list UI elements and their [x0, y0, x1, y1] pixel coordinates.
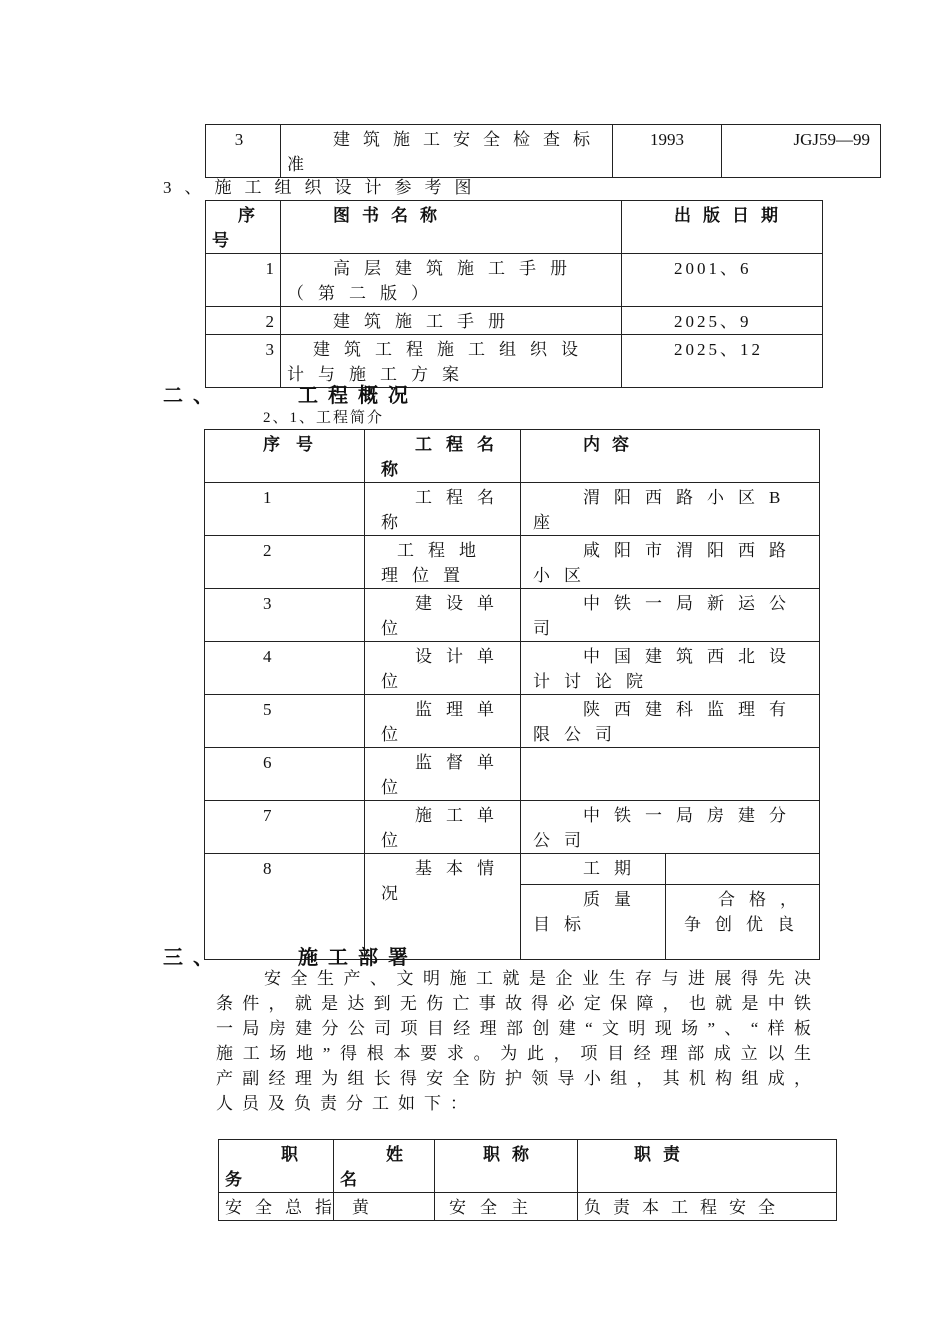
header-name: 姓名	[334, 1140, 435, 1193]
table-header-row	[205, 430, 820, 483]
header-title: 职称	[435, 1140, 578, 1193]
header-post: 职务	[219, 1140, 334, 1193]
cell-item: 工程地理位置	[365, 536, 521, 589]
chapter-2-number: 二、	[163, 385, 223, 407]
chapter-2-title: 工程概况	[298, 385, 418, 407]
cell-item: 施工单位	[365, 801, 521, 854]
cell-content: 中国建筑西北设计讨论院	[521, 642, 820, 695]
section-3-heading: 3、施工组织设计参考图	[163, 178, 485, 197]
header-duty: 职责	[578, 1140, 837, 1193]
cell-name: 建筑施工手册	[281, 307, 622, 335]
cell-content: 陕西建科监理有限公司	[521, 695, 820, 748]
header-item: 工程名称	[365, 430, 521, 483]
cell-item: 监理单位	[365, 695, 521, 748]
cell-title: 安全主	[435, 1193, 578, 1221]
cell-content: 咸阳市渭阳西路小区	[521, 536, 820, 589]
table-header-row	[219, 1140, 837, 1193]
header-date: 出版日期	[622, 201, 823, 254]
table-row	[205, 536, 820, 589]
cell-no: 8	[205, 854, 365, 960]
cell-date: 2025、9	[622, 307, 823, 335]
table-row	[205, 642, 820, 695]
cell-content: 中铁一局新运公司	[521, 589, 820, 642]
header-content: 内容	[521, 430, 820, 483]
cell-no: 3	[205, 589, 365, 642]
cell-no: 2	[206, 307, 281, 335]
cell-year: 1993	[613, 125, 722, 178]
table-row	[205, 695, 820, 748]
cell-no: 5	[205, 695, 365, 748]
cell-date: 2001、6	[622, 254, 823, 307]
table-row	[206, 254, 823, 307]
cell-name: 建筑施工安全检查标准	[281, 125, 613, 178]
cell-content: 渭阳西路小区B座	[521, 483, 820, 536]
table-row	[206, 125, 881, 178]
table-row	[205, 801, 820, 854]
table-row	[205, 854, 820, 885]
cell-sub-value	[666, 854, 820, 885]
chapter-2-subheading: 2、1、工程简介	[263, 410, 385, 426]
cell-sub-label: 工期	[521, 854, 666, 885]
header-no: 序号	[205, 430, 365, 483]
cell-item: 监督单位	[365, 748, 521, 801]
header-no: 序号	[206, 201, 281, 254]
table-header-row	[206, 201, 823, 254]
project-overview-table	[204, 429, 820, 960]
cell-post: 安全总指	[219, 1193, 334, 1221]
cell-item: 建设单位	[365, 589, 521, 642]
table-row	[205, 483, 820, 536]
table-row	[205, 589, 820, 642]
cell-no: 3	[206, 335, 281, 388]
standards-table	[205, 124, 881, 178]
cell-no: 3	[206, 125, 281, 178]
reference-books-table	[205, 200, 823, 388]
cell-name: 黄	[334, 1193, 435, 1221]
table-row	[206, 307, 823, 335]
safety-team-table	[218, 1139, 837, 1221]
cell-sub-value: 合格，争创优良	[666, 885, 820, 960]
deployment-paragraph: 安全生产、文明施工就是企业生存与进展得先决条件，就是达到无伤亡事故得必定保障，也就是中铁一局房建分公司项目经理部创建“文明现场”、“样板施工场地”得根本要求。为此，项目经理部成立以生产副经理为组长得安全防护领导小组，其机构组成，人员及负责分工如下：	[216, 969, 820, 1113]
cell-no: 7	[205, 801, 365, 854]
cell-no: 1	[206, 254, 281, 307]
header-name: 图书名称	[281, 201, 622, 254]
cell-no: 4	[205, 642, 365, 695]
chapter-3-title: 施工部署	[298, 947, 418, 969]
cell-item: 基本情况	[365, 854, 521, 960]
cell-sub-label: 质量目标	[521, 885, 666, 960]
cell-name: 高层建筑施工手册（第二版）	[281, 254, 622, 307]
cell-code: JGJ59—99	[722, 125, 881, 178]
cell-duty: 负责本工程安全	[578, 1193, 837, 1221]
cell-name: 建筑工程施工组织设计与施工方案	[281, 335, 622, 388]
cell-item: 设计单位	[365, 642, 521, 695]
cell-no: 2	[205, 536, 365, 589]
chapter-3-number: 三、	[163, 947, 223, 969]
cell-content	[521, 748, 820, 801]
cell-no: 6	[205, 748, 365, 801]
table-row	[205, 748, 820, 801]
table-row	[219, 1193, 837, 1221]
cell-content: 中铁一局房建分公司	[521, 801, 820, 854]
cell-date: 2025、12	[622, 335, 823, 388]
cell-no: 1	[205, 483, 365, 536]
cell-item: 工程名称	[365, 483, 521, 536]
